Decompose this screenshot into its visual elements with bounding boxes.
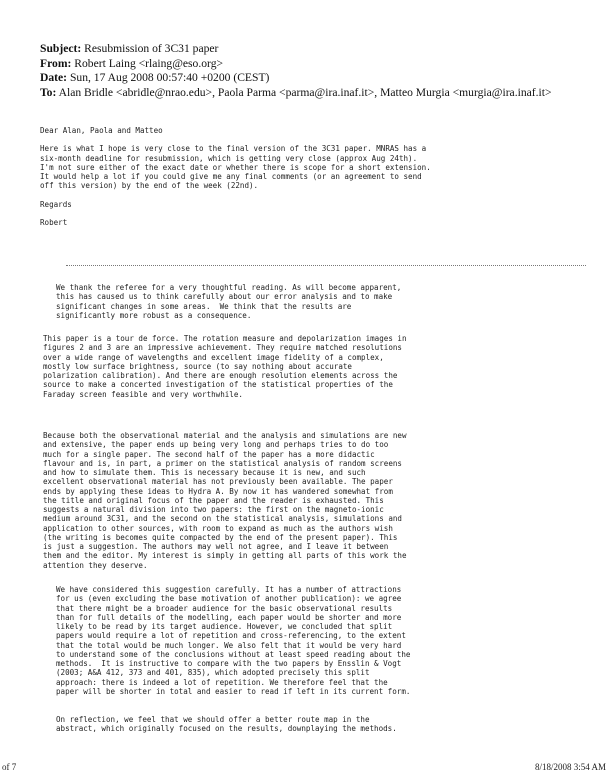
text-line: likely to be read by its target audience. However, we concluded that split xyxy=(56,622,393,631)
text-line: medium around 3C31, and the second on the statistical analysis, simulations and xyxy=(43,514,402,524)
text-line: much for a single paper. The second half of the paper has a more didactic xyxy=(43,449,375,459)
text-line: that the total would be much longer. We also felt that it would be very hard xyxy=(56,640,402,650)
text-line: suggests a natural division into two papers: the first on the magneto-ionic xyxy=(43,505,384,514)
text-line: figures 2 and 3 are an impressive achievement. They require matched resolutions xyxy=(43,343,402,353)
from-line xyxy=(40,57,580,72)
text-line: and extensive, the paper ends up being very long and perhaps tries to do too xyxy=(43,440,389,450)
text-line: than for full details of the modelling, each paper would be shorter and more xyxy=(56,612,402,622)
text-line: This paper is a tour de force. The rotation measure and depolarization images in xyxy=(43,334,407,343)
text-line: excellent observational material has not previously been available. The paper xyxy=(43,477,393,487)
text-line: them and the editor. My interest is simply in getting all parts of this work the xyxy=(43,551,407,561)
text-line: We thank the referee for a very thoughtful reading. As will become apparent, xyxy=(56,283,402,292)
text-line: six-month deadline for resubmission, which is getting very close (approx Aug 24th). xyxy=(40,153,418,163)
to-label: To: xyxy=(40,85,57,99)
text-line: mostly low surface brightness, source (to say nothing about accurate xyxy=(43,361,352,371)
text-line: and how to simulate them. This is necessary because it is new, and such xyxy=(43,468,366,477)
response-paragraph-1 xyxy=(56,283,401,320)
date-value: Sun, 17 Aug 2008 00:57:40 +0200 (CEST) xyxy=(69,71,270,85)
text-line: Here is what I hope is very close to the final version of the 3C31 paper. MNRAS has a xyxy=(40,144,427,154)
text-line: significant changes in some areas. We think that the results are xyxy=(56,301,352,311)
text-line: We have considered this suggestion carefully. It has a number of attractions xyxy=(56,585,402,594)
text-line: paper will be shorter in total and easier to read if left in its current form. xyxy=(56,686,411,696)
email-header xyxy=(40,42,580,100)
referee-paragraph-2 xyxy=(43,334,407,399)
date-label: Date: xyxy=(40,71,68,85)
text-line: flavour and is, in part, a primer on the statistical analysis of random screens xyxy=(43,458,402,468)
subject-value: Resubmission of 3C31 paper xyxy=(84,42,219,55)
text-line: over a wide range of wavelengths and excellent image fidelity of a complex, xyxy=(43,352,384,362)
subject-line xyxy=(40,42,580,57)
text-line: I'm not sure either of the exact date or whether there is scope for a short extension. xyxy=(40,162,431,172)
text-line: approach: there is indeed a lot of repetition. We therefore feel that the xyxy=(56,677,388,687)
subject-label: Subject: xyxy=(40,42,82,55)
text-line: (2003; A&A 412, 373 and 401, 835), which adopted precisely this split xyxy=(56,668,370,678)
text-line: to understand some of the conclusions without at least speed reading about the xyxy=(56,649,411,659)
print-timestamp: 8/18/2008 3:54 AM xyxy=(534,762,606,772)
text-line: that there might be a broader audience for the basic observational results xyxy=(56,603,393,613)
closing: Regards xyxy=(40,199,72,209)
text-line: On reflection, we feel that we should offer a better route map in the xyxy=(56,715,370,724)
text-line: Faraday screen feasible and very worthwhile. xyxy=(43,389,243,399)
referee-paragraph-3 xyxy=(43,431,407,570)
text-line: ends by applying these ideas to Hydra A. By now it has wandered somewhat from xyxy=(43,486,393,496)
from-label: From: xyxy=(40,56,72,70)
text-line: (the writing is becomes quite compacted by the end of the present paper). This xyxy=(43,532,398,542)
text-line: off this version) by the end of the week (22nd). xyxy=(40,181,259,191)
text-line: abstract, which originally focused on the results, downplaying the methods. xyxy=(56,724,397,734)
text-line: polarization calibration). And there are enough resolution elements across the xyxy=(43,371,398,380)
from-value: Robert Laing <rlaing@eso.org> xyxy=(74,56,224,70)
to-line xyxy=(40,86,580,101)
signature: Robert xyxy=(40,217,68,227)
to-value: Alan Bridle <abridle@nrao.edu>, Paola Parma <parma@ira.inaf.it>, Matteo Murgia <murgia@ira.inaf.it> xyxy=(58,85,552,99)
text-line: application to other sources, with room to expand as much as the authors wish xyxy=(43,523,393,533)
page-number: of 7 xyxy=(2,762,17,772)
greeting: Dear Alan, Paola and Matteo xyxy=(40,126,163,135)
letter-body xyxy=(40,126,431,227)
text-line: methods. It is instructive to compare with the two papers by Ensslin & Vogt xyxy=(56,659,402,668)
text-line: papers would require a lot of repetition and cross-referencing, to the extent xyxy=(56,631,406,641)
text-line: Because both the observational material and the analysis and simulations are new xyxy=(43,431,407,440)
text-line: source to make a concerted investigation of the statistical properties of the xyxy=(43,380,393,390)
text-line: is just a suggestion. The authors may well not agree, and I leave it between xyxy=(43,542,389,551)
response-paragraph-5 xyxy=(56,715,397,734)
date-line xyxy=(40,71,580,86)
separator-line xyxy=(66,265,586,266)
response-paragraph-4 xyxy=(56,585,410,696)
text-line: significantly more robust as a consequence. xyxy=(56,310,252,320)
text-line: attention they deserve. xyxy=(43,560,148,570)
text-line: It would help a lot if you could give me any final comments (or an agreement to send xyxy=(40,172,422,181)
text-line: this has caused us to think carefully about our error analysis and to make xyxy=(56,292,393,302)
letter-paragraph xyxy=(40,144,431,190)
text-line: for us (even excluding the base motivation of another publication): we agree xyxy=(56,594,402,604)
text-line: the title and original focus of the paper and the reader is exhausted. This xyxy=(43,495,384,505)
